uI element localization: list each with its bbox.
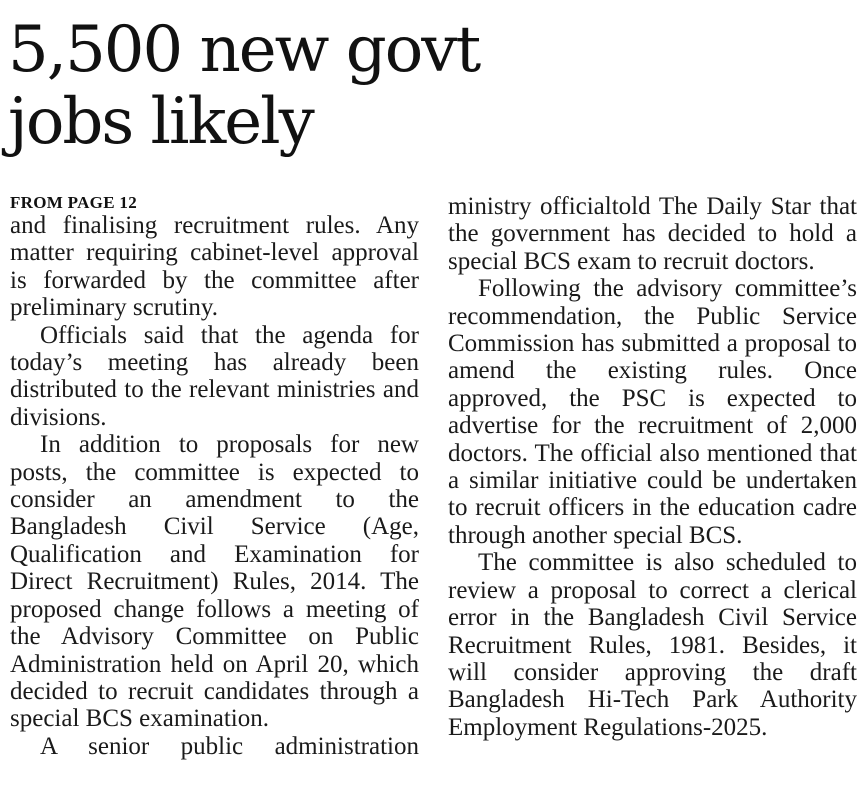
headline-line-1: 5,500 new govt [8, 13, 480, 87]
paragraph: Officials said that the agenda for today’s meeting has already been distributed to the relevant ministries and divisions. [10, 321, 419, 431]
paragraph: ministry officialtold The Daily Star that the government has decided to hold a special BCS exam to recruit doctors. [448, 193, 857, 275]
article-column-left [10, 193, 419, 760]
paragraph: In addition to proposals for new posts, the committee is expected to consider an amendment to the Bangladesh Civil Service (Age, Qualification and Examination for Direct Recruitment) Rules, 2014. The proposed change follows a meeting of the Advisory Committee on Public Administration held on April 20, which decided to recruit candidates through a special BCS examination. [10, 431, 419, 733]
headline-line-2: jobs likely [8, 85, 313, 159]
paragraph: and finalising recruitment rules. Any matter requiring cabinet-level approval is forwarded by the committee after preliminary scrutiny. [10, 212, 419, 322]
paragraph: A senior public administration [40, 732, 419, 760]
headline [8, 14, 479, 158]
continued-from-label: FROM PAGE 12 [10, 193, 137, 212]
paragraph: Following the advisory committee’s recommendation, the Public Service Commission has submitted a proposal to amend the existing rules. Once approved, the PSC is expected to advertise for the recruitment of 2,000 doctors. The official also mentioned that a similar initiative could be undertaken to recruit officers in the education cadre through another special BCS. [448, 275, 857, 549]
paragraph: The committee is also scheduled to review a proposal to correct a clerical error in the Bangladesh Civil Service Recruitment Rules, 1981. Besides, it will consider approving the draft Bangladesh Hi-Tech Park Authority Employment Regulations-2025. [448, 549, 857, 741]
article-column-right [448, 193, 857, 741]
